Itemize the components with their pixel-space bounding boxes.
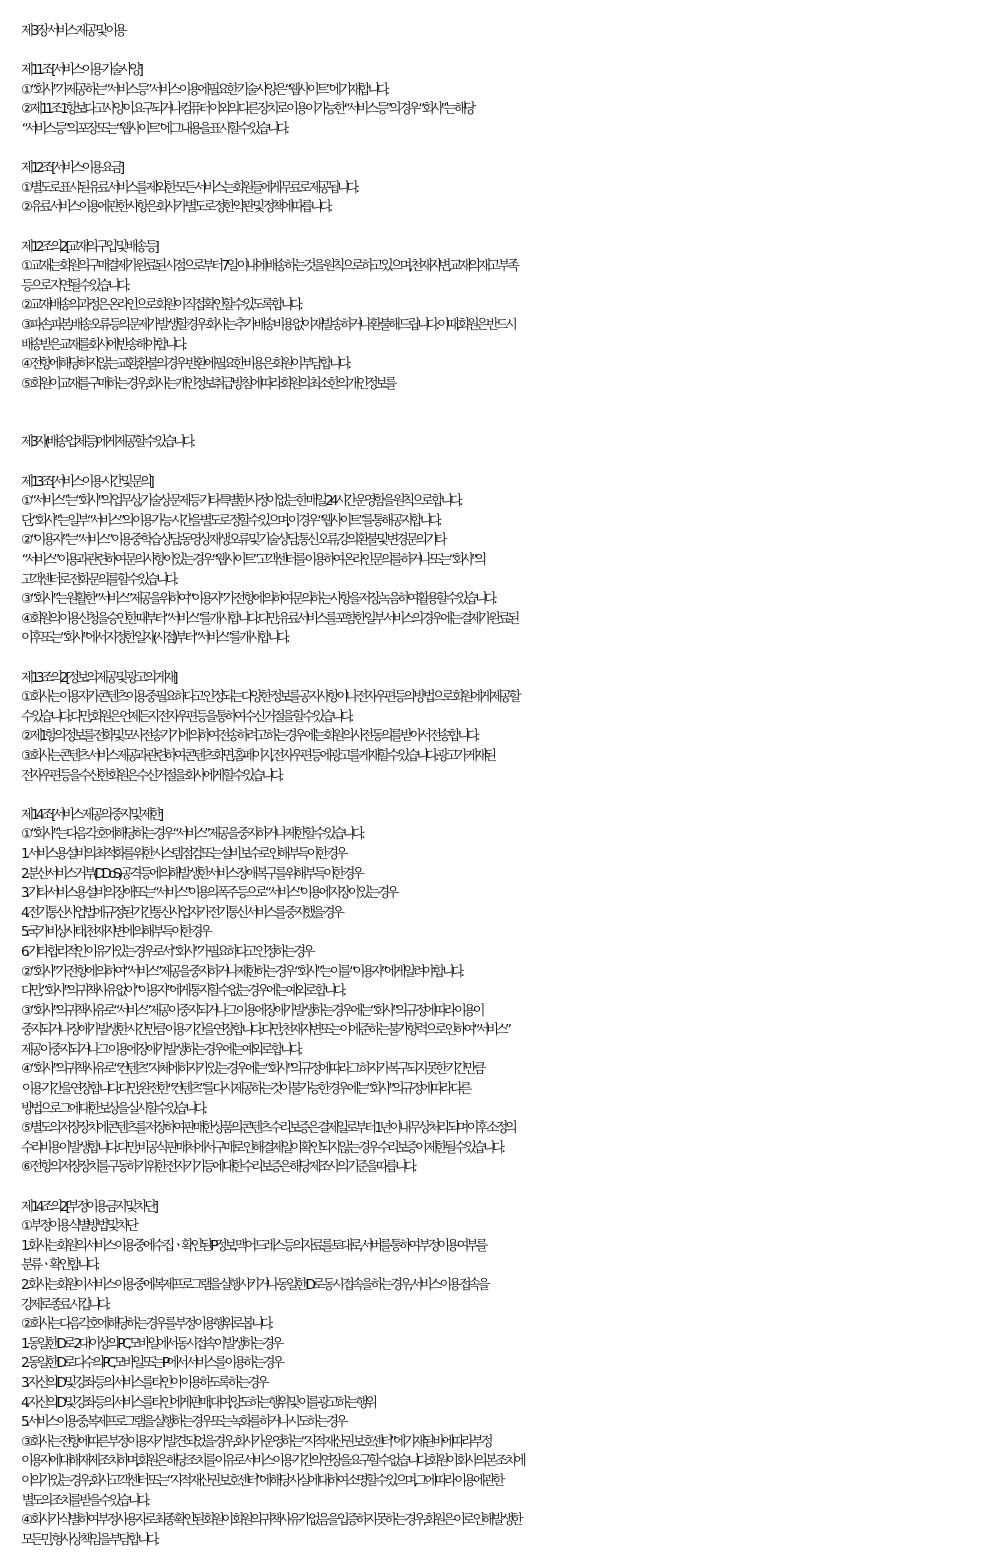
article-line: 1. 동일한 ID로 2대 이상의 PC,모바일에서 동시접속이 발생하는 경우 (21, 1336, 281, 1352)
article-line: 1. 서비스용 설비의 최적화를 위한 시스템 점검 또는 설비 보수로 인해 부득이한 경우 (21, 846, 345, 862)
article-line: ② “회사”가 전 항에 의하여 “서비스” 제공을 중지하거나 제한하는 경우 “회사”는 이를 “이용자”에게 알려야 합니다. (21, 964, 462, 980)
article-line: 2. 회사는 회원이 서비스 이용 중에 복제프로그램을 실행시키거나 동일한 ID로 동시 접속을 하는 경우, 서비스 이용 접속을 (21, 1278, 487, 1293)
article-line: ④ “회사”의 귀책사유로 “컨텐츠” 자체에 하자가 있는 경우에는 “회사”의 규정에 따라 그 하자가 복구되지 못한 기간만큼 (21, 1062, 483, 1078)
article-line: 이용자에 대해 재제 조치하며, 회원은 해당 조치를 이유로 서비스 이용 기간의 연장을 요구할 수 없습니다. 회원이 회사의 본 조치에 (21, 1454, 524, 1470)
article-line: ① “회사”가 제공하는 “서비스 등” 서비스 이용에 필요한 기술 사양은 “웹사이트”에 기재합니다. (21, 82, 387, 98)
article-section (21, 159, 991, 237)
article-line: ⑤ 별도의 저장장치에 콘텐츠를 저장하여 판매한 상품의 콘텐츠 수리보증은 결제일로부터 1년 이내 무상처리 되며 이후 소정의 (21, 1121, 515, 1137)
article-line: 3. 자신의 ID 및 강좌 등의 서비스를 타인이 이용하도록 하는 경우 (21, 1375, 267, 1391)
spacer (21, 42, 991, 62)
article-line: ③ 회사는 콘텐츠 서비스 제공과 관련하여 콘텐츠 화면, 홈페이지, 전자우편 등에 광고를 게재할 수 있습니다. 광고가 게재된 (21, 748, 494, 764)
article-line: ② 제 11조 1항보다 고사양이 요구되거나 컴퓨터 이외의 다른 장치로 이용이 가능한 “서비스 등”의 경우 “회사”는 해당 (21, 102, 473, 118)
article-line: ④ 전항에 해당하지 않는 교환, 환불의 경우 반환에 필요한 비용은 회원이 부담합니다. (21, 357, 349, 373)
article-line: 5. 서비스 이용 중, 복제프로그램을 실행하는 경우 또는 녹화를 하거나 시도하는 경우 (21, 1415, 345, 1431)
article-line: 분류ㆍ확인합니다. (21, 1258, 97, 1274)
article-line: ③ “회사”는 원활한 “서비스” 제공을 위하여 “이용자”가 전 항에 의하여 문의하는 사항을 저장, 녹음하여 활용할 수 있습니다. (21, 592, 495, 608)
article-line: ② 제1항의 정보를 전화 및 모사전송기기에 의하여 전송하려고 하는 경우에는 회원의 사전 동의를 받아서 전송합니다. (21, 729, 477, 745)
article-line: ④ 회원의 이용신청을 승인한 때부터 “서비스”를 개시합니다. 다만, 유료서비스를 포함한 일부 서비스의 경우에는 결제가 완료된 (21, 611, 517, 627)
article-line: 이의가 있는 경우, 회사 고객센터 또는 “지적 재산권 보호센터”에 해당 사실에 대하여 소명할 수 있으며, 그에 따라 이용에 관한 (21, 1473, 502, 1489)
article-line: ① 부정이용 식별방법 및 차단 (21, 1219, 136, 1235)
spacer (21, 786, 991, 806)
article-heading: 제 12조 [서비스 이용 요금] (21, 161, 122, 177)
article-line: ③ 파손, 파본, 배송오류 등의 문제가 발생할 경우 회사는 추가 배송비용 없이 재 발송하거나 환불해 드립니다. 이때, 회원은 반드시 (21, 317, 515, 333)
article-line: 다만, “회사”의 귀책사유 없이 “이용자”에게 통지할 수 없는 경우에는 예외로 합니다. (21, 984, 344, 1000)
article-line: ① 회사는 이용자가 콘텐츠이용 중 필요하다고 인정되는 다양한 정보를 공지사항이나 전자우편 등의 방법으로 회원에게 제공할 (21, 690, 518, 706)
article-line: 수리비용이 발생합니다. 다만, 비공식 판매처에서 구매로 인해 결제일이 확인되지 않는 경우 수리보증이 제한될 수 있습니다. (21, 1140, 503, 1156)
article-line: 별도의 조치를 받을 수 있습니다. (21, 1493, 148, 1509)
article-heading: 제 14조 [서비스 제공의 중지 및 제한] (21, 807, 161, 823)
spacer (21, 649, 991, 669)
article-line: 2. 동일한 ID로 다수의 PC,모바일 또는 IP에서 서비스를 이용하는 경우 (21, 1356, 282, 1372)
article-line: ⑥ 전 항의 저장장치를 구동하기 위한 전자기기등에 대한 수리보증은 해당 제조사의 기준을 따릅니다. (21, 1160, 415, 1176)
article-section (21, 1198, 991, 1551)
article-line: 강제로 종료 시킵니다. (21, 1297, 108, 1313)
article-line: ③ “회사”의 귀책사유로 “서비스” 제공이 중지되거나 그 이용에 장애가 발생하는 경우에는 “회사”의 규정에 따라 이용이 (21, 1003, 483, 1019)
article-section (21, 473, 991, 669)
article-line: 전자우편 등을 수신한 회원은 수신거절을 회사에게 할 수 있습니다. (21, 768, 281, 784)
article-line: 4. 전기통신사업법에 규정된 기간통신사업자가 전기통신 서비스를 중지했을 경우 (21, 905, 342, 921)
article-line: ① 교재는 회원의 구매결제가 완료된 시점으로부터 7일 이내에 배송하는 것을 원칙으로 하고 있으며, 천재지변, 교재의 재고 부족 (21, 259, 517, 275)
article-line: 4. 자신의 ID 및 강좌 등의 서비스를 타인에게 판매, 대여, 양도하는 행위 및 이를 광고하는 행위 (21, 1395, 375, 1411)
article-line: ① “서비스”는 “회사”의 업무상, 기술상 문제 등 기타 특별한 사정이 없는 한 매일 24시간 운영함을 원칙으로 합니다. (21, 494, 460, 510)
article-line: 3. 기타 서비스용 설비의 장애 또는 “서비스”이용의 폭주 등으로 “서비스”이용에 지장이 있는 경우 (21, 886, 396, 902)
page-gap (21, 394, 991, 433)
article-line: ① 별도로 표시된 유료 서비스를 제외한 모든 서비스는 회원들에게 무료로 제공됩니다. (21, 180, 357, 196)
article-line: ③ 회사는 전항에 따른 부정 이용자가 발견 되었을 경우, 회사가 운영하는 “지적 재산권 보호센터”에 기재된 바에 따라 부정 (21, 1434, 491, 1450)
article-line: 이용 기간을 연장합니다. 다만, 완전한 “컨텐츠”를 다시 제공하는 것이 불가능한 경우에는 “회사”의 규정에 따라 다른 (21, 1082, 469, 1098)
article-heading: 제 14조의2 [부정이용 금지 및 차단] (21, 1199, 156, 1215)
article-line: 배송받은 교재를 회사에 반송해야 합니다. (21, 337, 185, 353)
article-heading: 제 11조 [서비스 이용 기술사양] (21, 63, 141, 79)
article-section (21, 238, 991, 473)
article-line: 방법으로 그에 대한 보상을 실시할 수 있습니다. (21, 1101, 205, 1117)
sections-container (21, 61, 991, 1550)
article-line: ① “회사”는 다음 각 호에 해당하는 경우 “서비스” 제공을 중지하거나 제한할 수 있습니다. (21, 827, 362, 843)
article-heading: 제 13조의2 [정보의 제공 및 광고의 게재] (21, 670, 175, 686)
article-line: ② 회사는 다음 각호에 해당하는 경우를 부정 이용행위로 봅니다. (21, 1317, 271, 1333)
spacer (21, 218, 991, 238)
article-line: 제공이 중지되거나 그 이용에 장애가 발생하는 경우에는 예외로 합니다. (21, 1042, 300, 1058)
article-heading: 제 12조의2 [교재의 구입 및 배송 등] (21, 239, 157, 255)
article-section (21, 806, 991, 1198)
article-line: 등으로 지연될 수 있습니다. (21, 278, 128, 294)
spacer (21, 140, 991, 160)
article-heading: 제 13조 [서비스 이용 시간 및 문의] (21, 474, 152, 490)
article-line: ⑤ 회원이 교재를 구매하는 경우, 회사는 개인정보취급방침에 따라 회원의 최소한의 개인정보를 (21, 376, 394, 392)
article-line: 모든 민, 형사상 책임을 부담합니다. (21, 1532, 157, 1548)
article-line: 고객센터로 전화 문의를 할 수 있습니다. (21, 572, 176, 588)
article-line: 2. 분산서비스거부(DDoS) 공격 등에 의해 발생한 서비스 장애 복구를 위해 부득이한 경우 (21, 866, 362, 882)
spacer (21, 1178, 991, 1198)
article-line: 6. 기타 합리적인 이유가 있는 경우로서 “회사”가 필요하다고 인정하는 경우 (21, 944, 312, 960)
article-line: 중지되거나 장애가 발생한 시간만큼 이용 기간을 연장합니다. 다만, 천재지변 또는 이에 준하는 불가항력으로 인하여 “서비스” (21, 1023, 509, 1039)
article-line: ② “이용자”는 “서비스” 이용 중 학습 상담, 동영상 재생 오류 및 기술 상담, 통신 오류, 강의 환불 및 변경 문의 기타 (21, 533, 445, 549)
article-line: ② 교재 배송의 과정은 온라인으로 회원이 직접 확인할 수 있도록 합니다. (21, 298, 301, 314)
article-line: “서비스 등”의 포장 또는 “웹사이트”에 그 내용을 표시할 수 있습니다. (21, 121, 287, 137)
spacer (21, 453, 991, 473)
article-line: ② 유료 서비스 이용에 관한 사항은 회사가 별도로 정한 약관 및 정책에 따릅니다. (21, 200, 330, 216)
article-line: 단, “회사”는 일부 “서비스”의 이용 가능 시간을 별도로 정할 수 있으며, 이 경우 “웹사이트”를 통해 공지합니다. (21, 513, 439, 529)
article-line-continuation: 제3자(배송업체 등)에게 제공할 수 있습니다. (21, 435, 193, 451)
article-line: 수 있습니다. 다만, 회원은 언제든지 전자우편 등을 통하여 수신 거절을 할 수 있습니다. (21, 709, 351, 725)
article-line: 5. 국가비상사태, 천재지변에 의해 부득이한 경우 (21, 925, 210, 941)
article-line: “서비스” 이용과 관련하여 문의 사항이 있는 경우 “웹사이트” 고객센터를 이용하여 온라인 문의를 하거나 또는 “회사”의 (21, 553, 484, 569)
chapter-title: 제 3 장 서비스 제공 및 이용 (21, 24, 125, 39)
article-section (21, 669, 991, 806)
article-line: ④ 회사가 식별하여 부정사용자로 최종 확인된 회원이 회원의 귀책사유가 없음을 입증하지 못하는 경우, 회원은 이로 인해 발생한 (21, 1513, 521, 1529)
terms-document (21, 22, 991, 1550)
article-line: 이후 또는 “회사”에서 지정한 일자(시점)부터 “서비스”를 개시합니다. (21, 631, 287, 647)
article-line: 1. 회사는 회원의 서비스 이용 중에 수집ㆍ확인된 IP정보, 맥어드레스 등의 자료를 토대로, 서버를 통하여 부정이용 여부를 (21, 1238, 485, 1254)
article-section (21, 61, 991, 159)
